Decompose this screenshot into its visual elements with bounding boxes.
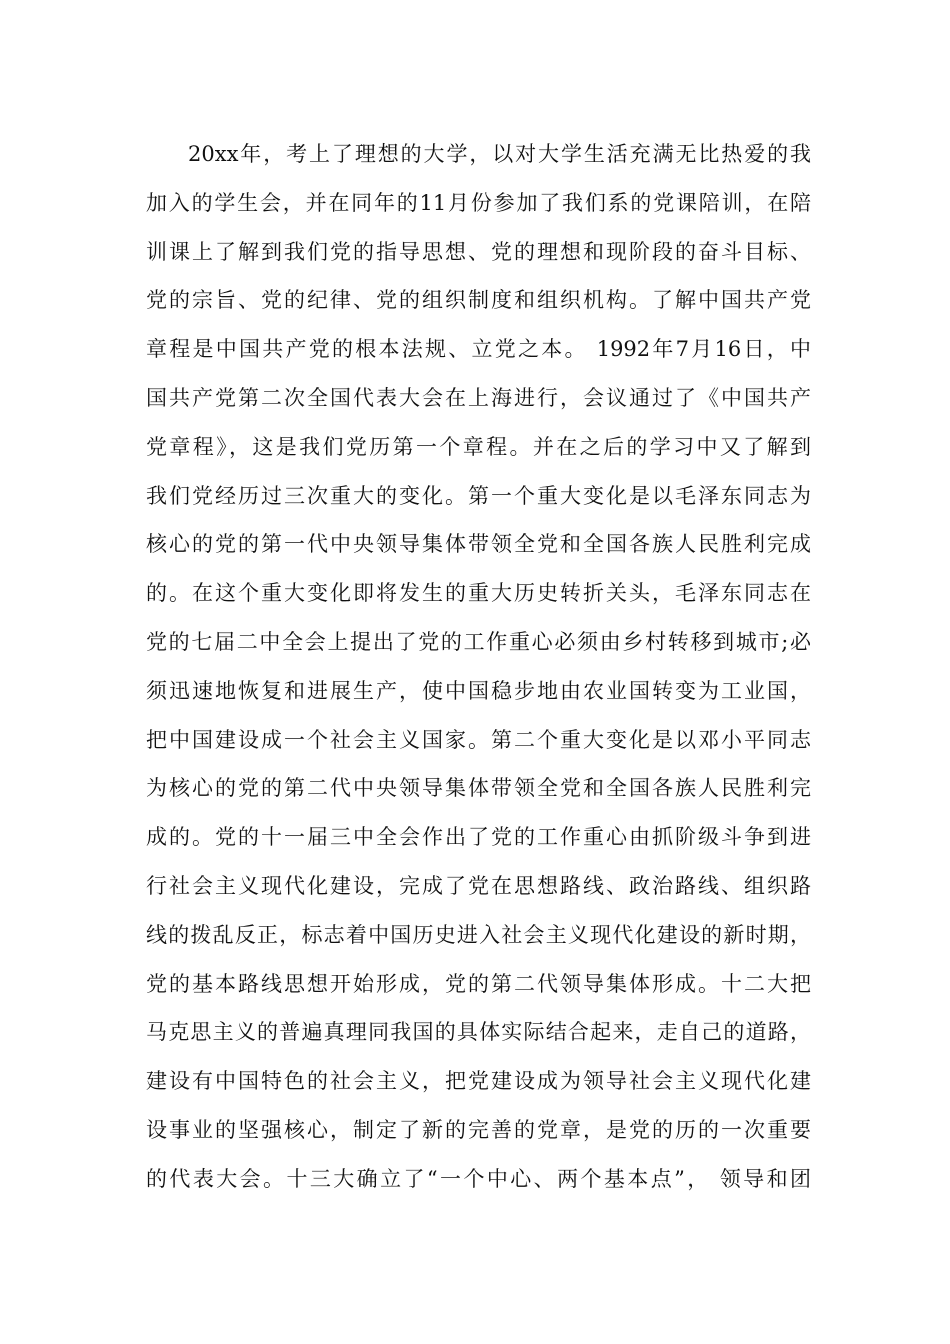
text-line-22: 的代表大会。十三大确立了“一个中心、两个基本点”， 领导和团 bbox=[146, 1166, 811, 1191]
text-line-9: 核心的党的第一代中央领导集体带领全党和全国各族人民胜利完成 bbox=[146, 532, 811, 557]
text-line-5: 章程是中国共产党的根本法规、立党之本。 1992年7月16日，中 bbox=[146, 337, 811, 362]
text-line-12: 须迅速地恢复和进展生产，使中国稳步地由农业国转变为工业国， bbox=[146, 678, 811, 703]
text-line-17: 线的拨乱反正，标志着中国历史进入社会主义现代化建设的新时期， bbox=[146, 922, 811, 947]
text-line-2: 加入的学生会，并在同年的11月份参加了我们系的党课陪训，在陪 bbox=[146, 190, 811, 215]
text-line-13: 把中国建设成一个社会主义国家。第二个重大变化是以邓小平同志 bbox=[146, 727, 811, 752]
text-line-7: 党章程》，这是我们党历第一个章程。并在之后的学习中又了解到 bbox=[146, 434, 811, 459]
text-line-1: 20xx年，考上了理想的大学，以对大学生活充满无比热爱的我 bbox=[188, 142, 811, 166]
text-line-4: 党的宗旨、党的纪律、党的组织制度和组织机构。了解中国共产党 bbox=[146, 288, 811, 313]
text-line-20: 建设有中国特色的社会主义，把党建设成为领导社会主义现代化建 bbox=[146, 1069, 811, 1094]
text-line-21: 设事业的坚强核心，制定了新的完善的党章，是党的历的一次重要 bbox=[146, 1117, 811, 1142]
body-paragraph bbox=[146, 130, 811, 1204]
text-line-11: 党的七届二中全会上提出了党的工作重心必须由乡村转移到城市;必 bbox=[146, 629, 811, 654]
text-line-10: 的。在这个重大变化即将发生的重大历史转折关头，毛泽东同志在 bbox=[146, 581, 811, 606]
text-line-19: 马克思主义的普遍真理同我国的具体实际结合起来，走自己的道路， bbox=[146, 1020, 811, 1045]
text-line-15: 成的。党的十一届三中全会作出了党的工作重心由抓阶级斗争到进 bbox=[146, 825, 811, 850]
text-line-16: 行社会主义现代化建设，完成了党在思想路线、政治路线、组织路 bbox=[146, 873, 811, 898]
text-line-3: 训课上了解到我们党的指导思想、党的理想和现阶段的奋斗目标、 bbox=[146, 239, 811, 264]
text-line-8: 我们党经历过三次重大的变化。第一个重大变化是以毛泽东同志为 bbox=[146, 483, 811, 508]
text-line-14: 为核心的党的第二代中央领导集体带领全党和全国各族人民胜利完 bbox=[146, 776, 811, 801]
text-line-6: 国共产党第二次全国代表大会在上海进行，会议通过了《中国共产 bbox=[146, 385, 811, 410]
text-line-18: 党的基本路线思想开始形成，党的第二代领导集体形成。十二大把 bbox=[146, 971, 811, 996]
